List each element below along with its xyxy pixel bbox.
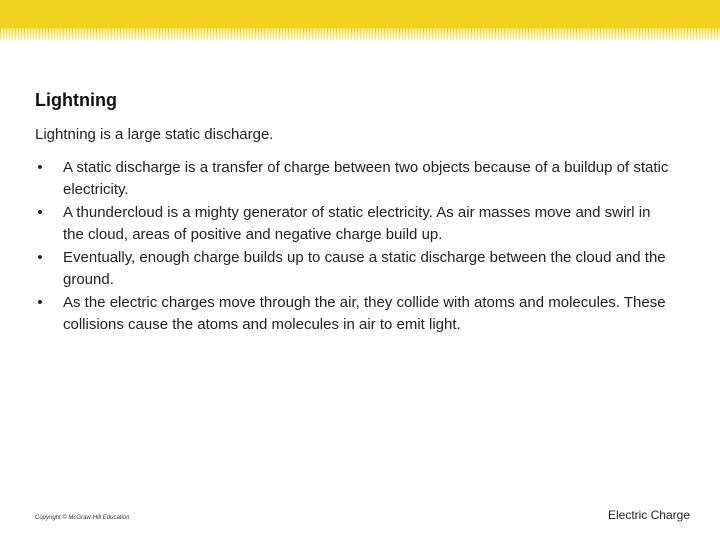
header-accent-band xyxy=(0,0,720,28)
bullet-marker: • xyxy=(37,294,43,311)
bullet-text: A thundercloud is a mighty generator of static electricity. As air masses move and swirl in the cloud, areas of positive and negative charge build up. xyxy=(63,204,651,243)
bullet-text: A static discharge is a transfer of charge between two objects because of a buildup of static electricity. xyxy=(63,159,669,198)
slide-title: Lightning xyxy=(35,90,117,110)
footer-topic-label: Electric Charge xyxy=(607,508,690,522)
copyright-notice: Copyright © McGraw-Hill Education xyxy=(35,515,130,521)
bullet-item xyxy=(35,202,675,246)
bullet-item xyxy=(35,157,675,201)
bullet-marker: • xyxy=(37,159,43,176)
bullet-marker: • xyxy=(37,204,43,221)
bullet-item xyxy=(35,247,675,291)
bullet-list xyxy=(35,157,675,337)
bullet-item xyxy=(35,292,675,336)
header-accent-fade xyxy=(0,28,720,40)
bullet-marker: • xyxy=(37,249,43,266)
bullet-text: As the electric charges move through the air, they collide with atoms and molecules. These collisions cause the atoms and molecules in air to emit light. xyxy=(63,294,666,333)
slide-intro: Lightning is a large static discharge. xyxy=(35,126,274,143)
bullet-text: Eventually, enough charge builds up to cause a static discharge between the cloud and the ground. xyxy=(63,249,666,288)
